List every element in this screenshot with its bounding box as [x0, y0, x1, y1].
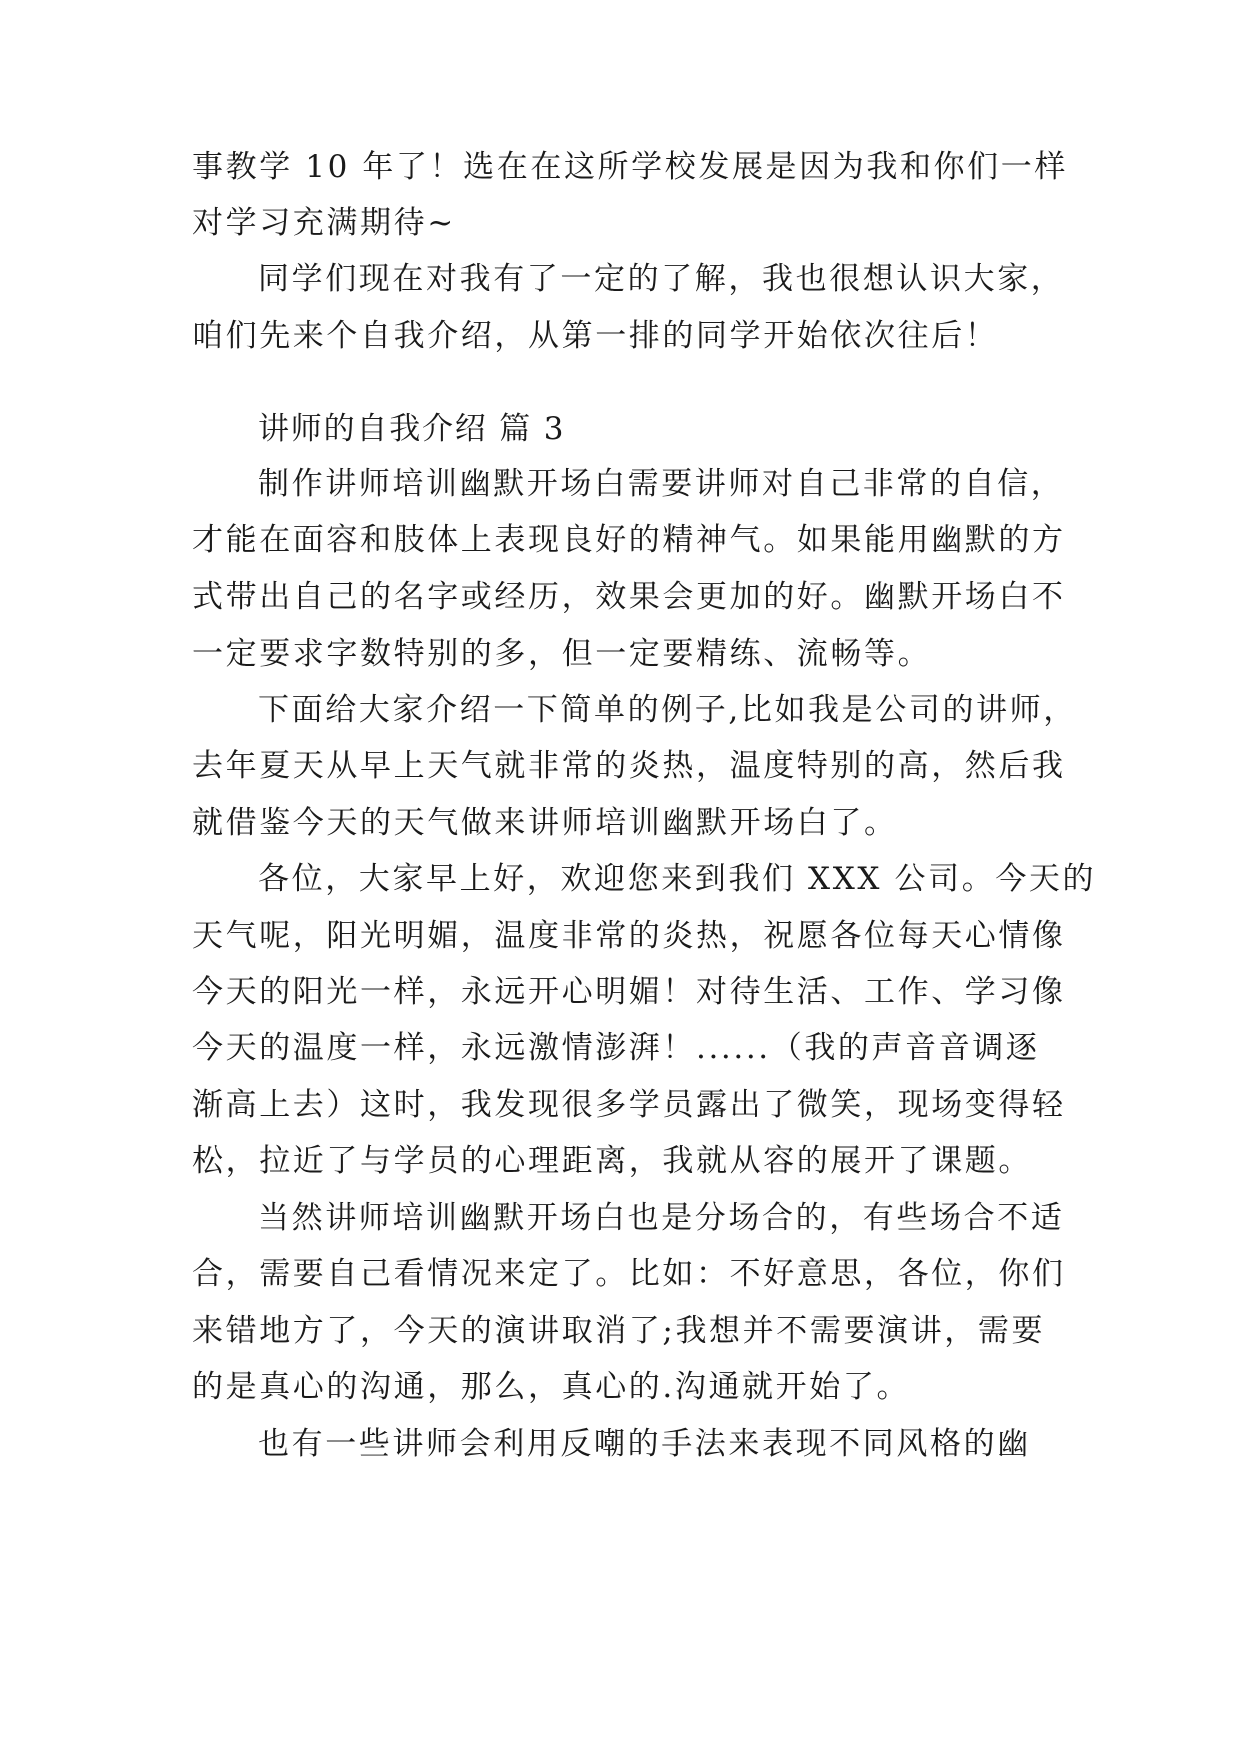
intro-line-2: 对学习充满期待~	[192, 205, 456, 241]
paragraph-1-line-4: 一定要求字数特别的多，但一定要精练、流畅等。	[192, 636, 932, 672]
paragraph-3-line-4: 今天的温度一样，永远激情澎湃！......（我的声音音调逐	[192, 1030, 1040, 1066]
paragraph-2-line-3: 就借鉴今天的天气做来讲师培训幽默开场白了。	[192, 805, 898, 841]
intro-line-1: 事教学 10 年了！选在在这所学校发展是因为我和你们一样	[192, 149, 1068, 185]
section-heading: 讲师的自我介绍 篇 3	[258, 411, 566, 447]
paragraph-3-line-2: 天气呢，阳光明媚，温度非常的炎热，祝愿各位每天心情像	[192, 918, 1066, 954]
paragraph-4-line-3: 来错地方了，今天的演讲取消了;我想并不需要演讲，需要	[192, 1313, 1046, 1349]
paragraph-2-line-1: 下面给大家介绍一下简单的例子,比如我是公司的讲师，	[258, 692, 1077, 728]
paragraph-1-line-1: 制作讲师培训幽默开场白需要讲师对自己非常的自信，	[258, 466, 1065, 502]
paragraph-1-line-2: 才能在面容和肢体上表现良好的精神气。如果能用幽默的方	[192, 522, 1066, 558]
paragraph-3-line-1: 各位，大家早上好，欢迎您来到我们 XXX 公司。今天的	[258, 861, 1097, 897]
paragraph-4-line-4: 的是真心的沟通，那么，真心的.沟通就开始了。	[192, 1369, 911, 1405]
paragraph-3-line-5: 渐高上去）这时，我发现很多学员露出了微笑，现场变得轻	[192, 1087, 1066, 1123]
classmates-line-1: 同学们现在对我有了一定的了解，我也很想认识大家，	[258, 261, 1065, 297]
paragraph-1-line-3: 式带出自己的名字或经历，效果会更加的好。幽默开场白不	[192, 579, 1066, 615]
classmates-line-2: 咱们先来个自我介绍，从第一排的同学开始依次往后！	[192, 318, 999, 354]
paragraph-4-line-2: 合，需要自己看情况来定了。比如：不好意思，各位，你们	[192, 1256, 1066, 1292]
paragraph-4-line-1: 当然讲师培训幽默开场白也是分场合的，有些场合不适	[258, 1200, 1065, 1236]
paragraph-2-line-2: 去年夏天从早上天气就非常的炎热，温度特别的高，然后我	[192, 748, 1066, 784]
paragraph-5-line-1: 也有一些讲师会利用反嘲的手法来表现不同风格的幽	[258, 1426, 1031, 1462]
paragraph-3-line-6: 松，拉近了与学员的心理距离，我就从容的展开了课题。	[192, 1143, 1032, 1179]
paragraph-3-line-3: 今天的阳光一样，永远开心明媚！对待生活、工作、学习像	[192, 974, 1066, 1010]
